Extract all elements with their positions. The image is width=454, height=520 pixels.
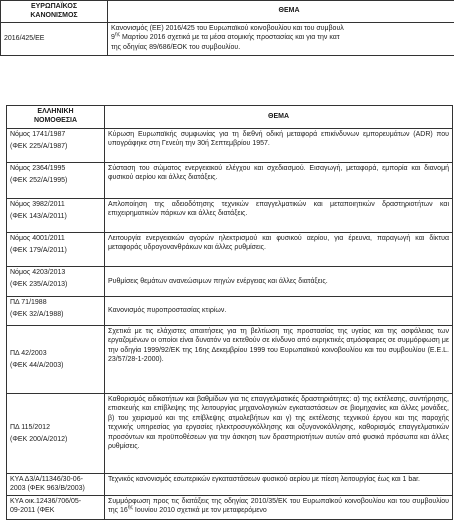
eu-desc-line-a: Κανονισμός (ΕΕ) 2016/425 του Ευρωπαϊκού κοινοβουλίου και του συμβουλ [111,25,344,32]
greek-legislation-table [6,105,453,520]
law-cell [7,495,105,519]
law-number: Νόμος 1741/1987 [10,130,101,139]
law-cell [7,297,105,326]
subject-cell: Καθορισμός ειδικοτήτων και βαθμίδων για τις επαγγελματικές δραστηριότητες: α) της εκτέλεσης, συντήρησης, επισκευής και επίβλεψης της λειτουργίας μηχανολογικών εγκαταστάσεων σε βιομηχανίες και άλλες μονάδες, β) του χειρισμού και της επίβλεψης ατμολεβήτων και γ) της εκτέλεσης τεχνικού έργου και της παροχής τεχνικής υπηρεσίας για εργασίες ηλεκτροσυγκόλλησης και οξυγονοκόλλησης, καθορισμός επαγγελματικών προσόντων και προϋποθέσεων για την άσκηση των δραστηριοτήτων αυτών από φυσικά πρόσωπα και άλλες ρυθμίσεις. [105,394,453,474]
subject-cell: Λειτουργία ενεργειακών αγορών ηλεκτρισμού και φυσικού αερίου, για έρευνα, παραγωγή και δίκτυα μεταφοράς υδρογονανθράκων και άλλες ρυθμίσεις. [105,233,453,267]
law-gazette: 09-2011 (ΦΕΚ [10,506,101,515]
law-cell [7,233,105,267]
subject-cell: Κανονισμός πυροπροστασίας κτιρίων. [105,297,453,326]
subject-cell: Σχετικά με τις ελάχιστες απαιτήσεις για τη βελτίωση της προστασίας της υγείας και της ασφάλειας των εργαζομένων οι οποίοι είναι δυνατόν να εκτεθούν σε κίνδυνο από εκρηκτικές ατμόσφαιρες σε συμμόρφωση με την οδηγία 1999/92/ΕΚ της 16ης Δεκεμβρίου 1999 του Ευρωπαϊκού κοινοβουλίου και του συμβουλίου (Ε.Ε.L. 23/57/28-1-2000). [105,326,453,394]
gr-header-legislation [7,106,105,129]
table-row [7,163,453,199]
subject-cell: Ρυθμίσεις θεμάτων ανανεώσιμων πηγών ενέργειας και άλλες διατάξεις. [105,267,453,297]
law-cell [7,394,105,474]
eu-header-line2: ΚΑΝΟΝΙΣΜΟΣ [30,12,77,19]
table-row [7,199,453,233]
law-number: Νόμος 2364/1995 [10,164,101,173]
eu-table-header-row [1,1,454,23]
gr-header-subject: ΘΕΜΑ [105,106,453,129]
eu-desc-line-b-pre: 9 [111,34,115,41]
eu-desc-superscript: ης [115,32,120,38]
law-cell [7,267,105,297]
eu-header-line1: ΕΥΡΩΠΑΪΚΟΣ [31,3,77,10]
eu-regulation-table [0,0,454,56]
law-gazette: (ΦΕΚ 44/Α/2003) [10,361,101,370]
law-gazette: (ΦΕΚ 252/Α/1995) [10,176,101,185]
subject-cell: Σύσταση του σώματος ενεργειακού ελέγχου και σχεδιασμού. Εισαγωγή, μεταφορά, εμπορία και διανομή φυσικού αερίου και άλλες διατάξεις. [105,163,453,199]
table-row [7,233,453,267]
eu-header-subject: ΘΕΜΑ [108,1,454,23]
subject-cell: Τεχνικός κανονισμός εσωτερικών εγκαταστάσεων φυσικού αερίου με πίεση λειτουργίας έως και 1 bar. [105,474,453,496]
law-gazette: (ΦΕΚ 143/Α/2011) [10,212,101,221]
law-cell [7,326,105,394]
law-cell [7,199,105,233]
subject-superscript: ης [128,505,133,511]
eu-law-cell: 2016/425/ΕΕ [1,23,108,56]
table-row [1,23,454,56]
eu-desc-line-c: της οδηγίας 89/686/ΕΟΚ του συμβουλίου. [111,44,240,51]
law-gazette: (ΦΕΚ 225/Α/1987) [10,142,101,151]
law-number: ΚΥΑ οικ.12436/706/05- [10,497,101,506]
law-gazette: (ΦΕΚ 200/Α/2012) [10,435,101,444]
law-gazette: 2003 (ΦΕΚ 963/Β/2003) [10,484,101,493]
law-gazette: (ΦΕΚ 235/Α/2013) [10,280,101,289]
gr-table-header-row [7,106,453,129]
law-number: ΠΔ 115/2012 [10,423,101,432]
law-cell [7,474,105,496]
table-row [7,495,453,519]
table-row [7,474,453,496]
subject-text-pre: Συμμόρφωση προς τις διατάξεις της οδηγίας 2010/35/ΕΚ του Ευρωπαϊκού κοινοβουλίου και του συμβουλίου της 16 [108,498,449,514]
subject-cell [105,495,453,519]
law-gazette: (ΦΕΚ 32/Α/1988) [10,310,101,319]
table-row [7,394,453,474]
table-row [7,129,453,163]
law-number: Νόμος 4001/2011 [10,234,101,243]
law-number: Νόμος 3982/2011 [10,200,101,209]
subject-cell: Κύρωση Ευρωπαϊκής συμφωνίας για τη διεθνή οδική μεταφορά επικίνδυνων εμπορευμάτων (ADR) που υπογράφηκε στη Γενεύη την 30ή Σεπτεμβρίου 1957. [105,129,453,163]
table-row [7,267,453,297]
eu-header-regulation [1,1,108,23]
eu-desc-cell [108,23,454,56]
gr-header-line2: ΝΟΜΟΘΕΣΙΑ [34,117,77,124]
gr-header-line1: ΕΛΛΗΝΙΚΗ [37,108,73,115]
law-number: Νόμος 4203/2013 [10,268,101,277]
law-number: ΚΥΑ Δ3/Α/11346/30-06- [10,475,101,484]
subject-cell: Απλοποίηση της αδειοδότησης τεχνικών επαγγελματικών και μεταποιητικών δραστηριοτήτων και επιχειρηματικών πάρκων και άλλες διατάξεις. [105,199,453,233]
table-row [7,297,453,326]
law-number: ΠΔ 42/2003 [10,349,101,358]
law-cell [7,163,105,199]
law-cell [7,129,105,163]
table-row [7,326,453,394]
eu-desc-line-b-post: Μαρτίου 2016 σχετικά με τα μέσα ατομικής προστασίας και για την κατ [120,34,340,41]
law-number: ΠΔ 71/1988 [10,298,101,307]
law-gazette: (ΦΕΚ 179/Α/2011) [10,246,101,255]
subject-text-post: Ιουνίου 2010 σχετικά με τον μεταφερόμενο [133,507,267,514]
